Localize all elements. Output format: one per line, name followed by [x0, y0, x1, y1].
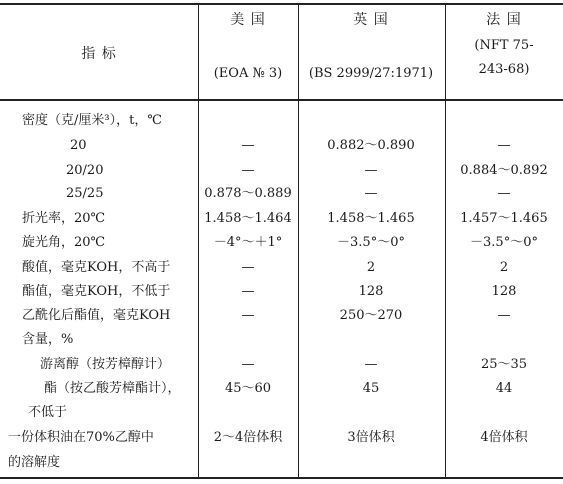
cell-us: －4°～＋1° — [213, 235, 283, 250]
row-label: 的溶解度 — [8, 455, 61, 470]
row-label: 不低于 — [28, 405, 68, 420]
table-bottom-rule — [0, 477, 563, 479]
row-label: 密度（克/厘米³），t，℃ — [22, 113, 162, 128]
cell-fr: 1.457～1.465 — [460, 211, 548, 226]
cell-uk: 0.882～0.890 — [327, 138, 415, 153]
table-top-rule — [0, 3, 563, 5]
cell-us: — — [241, 138, 255, 153]
cell-uk: 3倍体积 — [347, 430, 395, 445]
row-label: 酸值，毫克KOH，不高于 — [22, 260, 171, 275]
cell-fr: — — [497, 186, 511, 201]
cell-uk: －3.5°～0° — [337, 235, 405, 250]
cell-fr: — — [497, 308, 511, 323]
column-divider-2 — [298, 4, 299, 477]
cell-fr: 25～35 — [480, 357, 528, 372]
header-fr-standard-line2: 243-68) — [478, 62, 530, 77]
cell-uk: 45 — [362, 381, 380, 396]
row-label: 含量，% — [22, 332, 74, 347]
header-bottom-rule — [0, 99, 563, 101]
row-label: 酯值，毫克KOH，不低于 — [22, 284, 171, 299]
cell-us: 0.878～0.889 — [204, 186, 292, 201]
header-us-standard: (EOA № 3) — [213, 66, 283, 81]
row-label: 25/25 — [66, 186, 104, 201]
cell-us: — — [241, 163, 255, 178]
cell-fr: 4倍体积 — [480, 430, 528, 445]
cell-fr: －3.5°～0° — [470, 235, 538, 250]
header-us-country: 美 国 — [230, 12, 266, 28]
cell-us: 45～60 — [224, 381, 272, 396]
header-uk-country: 英 国 — [353, 12, 389, 28]
row-label: 游离醇（按芳樟醇计） — [40, 357, 171, 372]
row-label: 20/20 — [66, 163, 104, 178]
cell-uk: 1.458～1.465 — [327, 211, 415, 226]
cell-us: 2～4倍体积 — [213, 430, 283, 445]
cell-uk: — — [364, 186, 378, 201]
cell-us: — — [241, 260, 255, 275]
cell-uk: 2 — [366, 260, 376, 275]
header-uk-standard: (BS 2999/27:1971) — [308, 66, 434, 81]
cell-uk: 128 — [358, 284, 384, 299]
row-label: 乙酰化后酯值，毫克KOH — [22, 308, 171, 323]
row-label: 折光率，20℃ — [22, 211, 106, 226]
cell-fr: 128 — [491, 284, 517, 299]
header-fr-country: 法 国 — [486, 12, 522, 28]
cell-uk: — — [364, 357, 378, 372]
row-label: 酯（按乙酸芳樟酯计）， — [44, 381, 181, 396]
cell-fr: 0.884～0.892 — [460, 163, 548, 178]
cell-fr: 44 — [495, 381, 513, 396]
header-indicator: 指 标 — [81, 46, 117, 62]
cell-uk: 250～270 — [339, 308, 403, 323]
cell-us: — — [241, 284, 255, 299]
row-label: 一份体积油在70%乙醇中 — [8, 430, 154, 445]
row-label: 20 — [70, 138, 87, 153]
row-label: 旋光角，20℃ — [22, 235, 106, 250]
cell-us: 1.458～1.464 — [204, 211, 292, 226]
cell-fr: — — [497, 138, 511, 153]
cell-fr: 2 — [499, 260, 509, 275]
cell-us: — — [241, 357, 255, 372]
cell-uk: — — [364, 163, 378, 178]
column-divider-3 — [445, 4, 446, 477]
header-fr-standard-line1: (NFT 75- — [474, 38, 534, 53]
cell-us: — — [241, 308, 255, 323]
column-divider-1 — [198, 4, 199, 477]
